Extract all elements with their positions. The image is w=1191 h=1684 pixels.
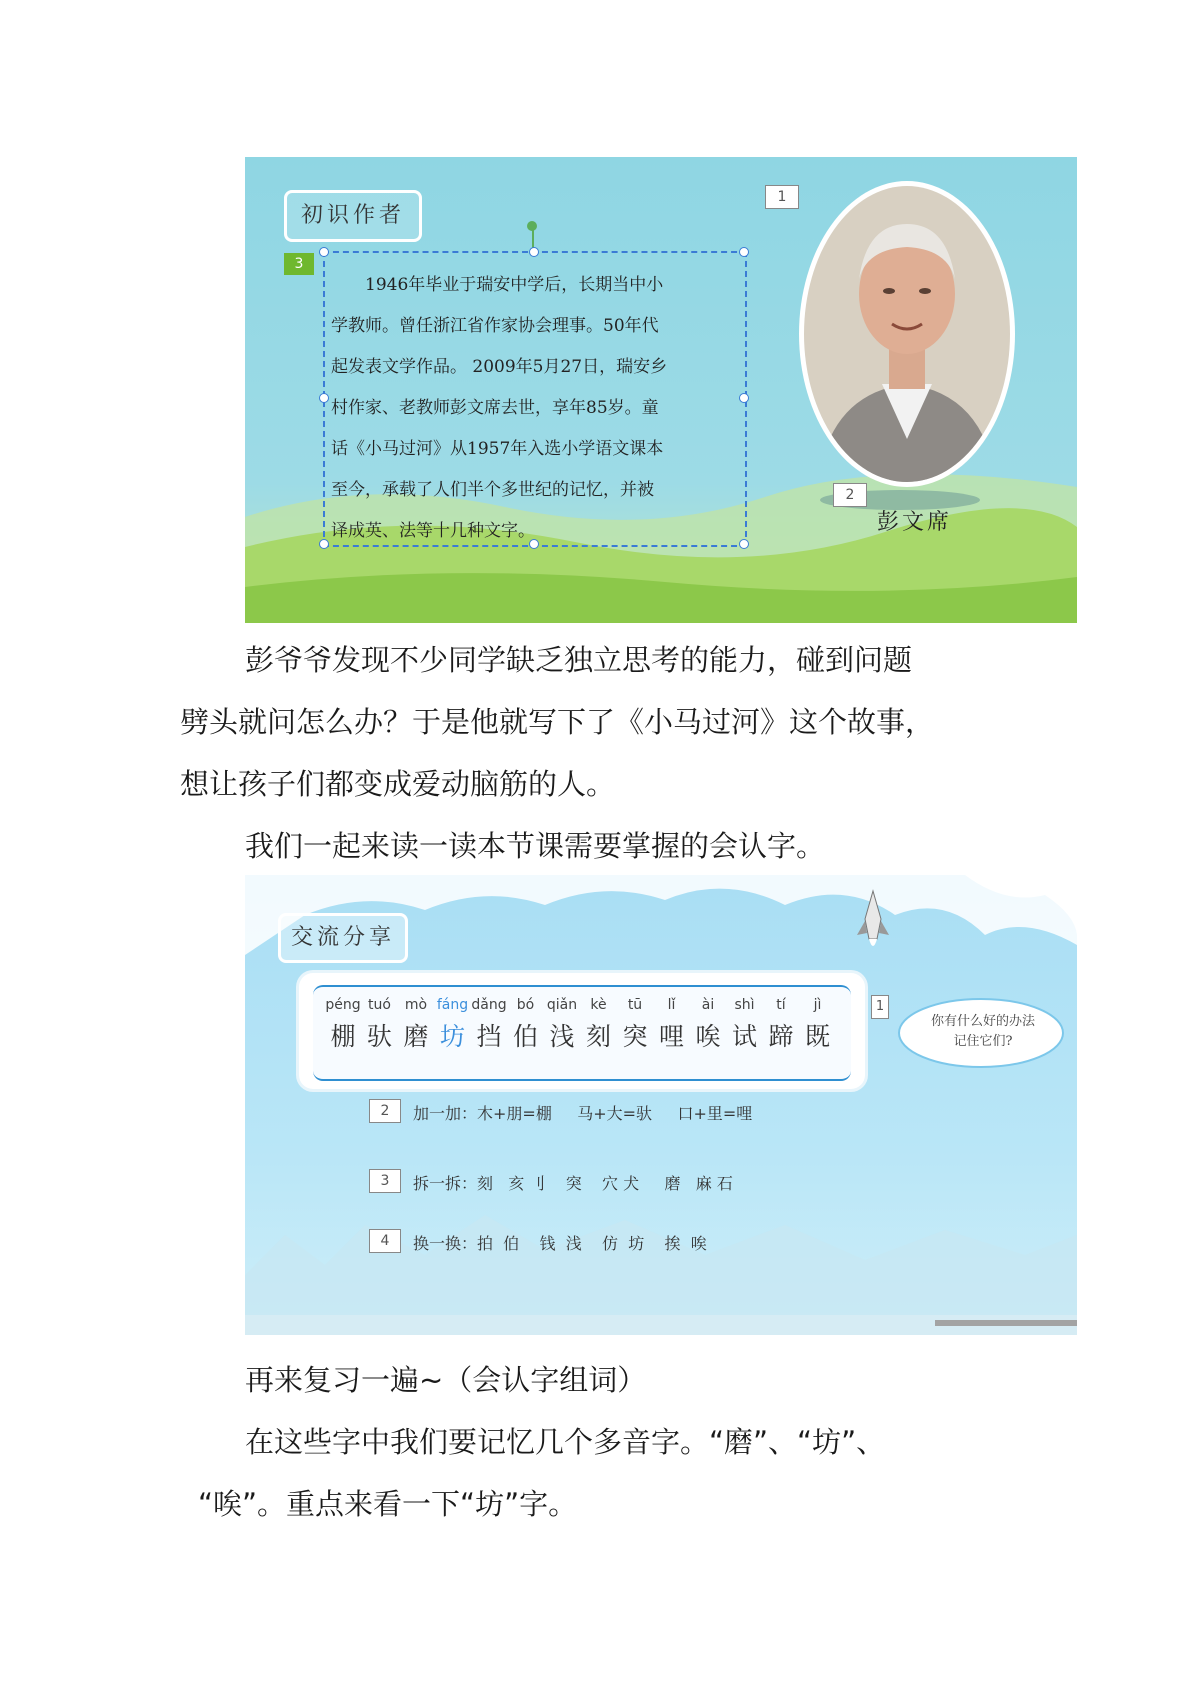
hanzi: 试 xyxy=(731,1022,757,1051)
bio-line: 起发表文学作品。 2009年5月27日，瑞安乡 xyxy=(331,357,668,377)
bio-line: 村作家、老教师彭文席去世，享年85岁。童 xyxy=(331,398,659,418)
pinyin: mò xyxy=(404,997,428,1013)
slide-title: 交流分享 xyxy=(278,913,408,963)
vocabulary-slide xyxy=(245,875,1077,1335)
hanzi: 驮 xyxy=(366,1022,392,1051)
vocab-char xyxy=(470,997,508,1053)
bubble-line: 记住它们? xyxy=(953,1034,1013,1049)
vocab-char xyxy=(397,997,435,1053)
hanzi: 伯 xyxy=(512,1022,538,1051)
paragraph-line: 彭爷爷发现不少同学缺乏独立思考的能力，碰到问题 xyxy=(245,643,913,677)
paragraph-line: 劈头就问怎么办？于是他就写下了《小马过河》这个故事， xyxy=(180,705,935,739)
vocab-char xyxy=(799,997,837,1053)
animation-number: 4 xyxy=(369,1229,401,1253)
hanzi: 既 xyxy=(804,1022,830,1051)
animation-number: 3 xyxy=(369,1169,401,1193)
hanzi: 浅 xyxy=(549,1022,575,1051)
pinyin: tū xyxy=(627,997,643,1013)
hanzi: 突 xyxy=(622,1022,648,1051)
vocab-char xyxy=(543,997,581,1053)
paragraph-line: “唉”。重点来看一下“坊”字。 xyxy=(198,1487,578,1521)
resize-handle[interactable] xyxy=(319,539,329,549)
bio-line: 译成英、法等十几种文字。 xyxy=(331,521,535,541)
resize-handle[interactable] xyxy=(319,247,329,257)
paragraph-line: 再来复习一遍~（会认字组词） xyxy=(245,1363,647,1397)
resize-handle[interactable] xyxy=(529,247,539,257)
pinyin: dǎng xyxy=(471,997,507,1013)
bubble-line: 你有什么好的办法 xyxy=(930,1014,1035,1029)
animation-number: 2 xyxy=(369,1099,401,1123)
hanzi: 哩 xyxy=(658,1022,684,1051)
pinyin: péng xyxy=(325,997,361,1013)
pinyin: bó xyxy=(516,997,535,1013)
pinyin: kè xyxy=(590,997,607,1013)
character-row xyxy=(313,985,851,1081)
vocab-char xyxy=(507,997,545,1053)
animation-tag: 3 xyxy=(284,253,314,275)
pinyin: shì xyxy=(734,997,755,1013)
author-bio xyxy=(331,265,735,552)
hanzi: 挡 xyxy=(476,1022,502,1051)
bio-line: 学教师。曾任浙江省作家协会理事。50年代 xyxy=(331,316,659,336)
method-add: 加一加：木+朋=棚 马+大=驮 口+里=哩 xyxy=(413,1104,753,1123)
vocab-char xyxy=(653,997,691,1053)
resize-handle[interactable] xyxy=(739,539,749,549)
author-portrait xyxy=(797,179,1017,489)
animation-number: 1 xyxy=(765,185,799,209)
pinyin: tuó xyxy=(368,997,391,1013)
vocab-char xyxy=(434,997,472,1053)
pinyin: qiǎn xyxy=(546,997,578,1013)
thought-bubble-text xyxy=(913,1012,1053,1052)
method-split: 拆一拆：刻 亥 刂 突 穴 犬 磨 麻 石 xyxy=(413,1174,733,1193)
paragraph-line: 我们一起来读一读本节课需要掌握的会认字。 xyxy=(245,829,826,863)
hanzi: 磨 xyxy=(403,1022,429,1051)
resize-handle[interactable] xyxy=(739,247,749,257)
vocabulary-panel xyxy=(299,973,865,1089)
pinyin: jì xyxy=(813,997,822,1013)
hanzi: 坊 xyxy=(439,1022,465,1051)
hanzi: 唉 xyxy=(695,1022,721,1051)
vocab-char xyxy=(726,997,764,1053)
pinyin: lǐ xyxy=(667,997,676,1013)
rocket-icon xyxy=(851,889,895,953)
paragraph-line: 想让孩子们都变成爱动脑筋的人。 xyxy=(180,767,616,801)
hanzi: 棚 xyxy=(330,1022,356,1051)
method-swap: 换一换：拍 伯 钱 浅 仿 坊 挨 唉 xyxy=(413,1234,707,1253)
hanzi: 刻 xyxy=(585,1022,611,1051)
resize-handle[interactable] xyxy=(739,393,749,403)
bio-line: 至今，承载了人们半个多世纪的记忆，并被 xyxy=(331,480,654,500)
bio-line: 1946年毕业于瑞安中学后，长期当中小 xyxy=(331,275,664,295)
rotation-handle[interactable] xyxy=(527,221,537,231)
paragraph-line: 在这些字中我们要记忆几个多音字。“磨”、“坊”、 xyxy=(245,1425,886,1459)
vocab-char xyxy=(689,997,727,1053)
pinyin: fáng xyxy=(436,997,469,1013)
hanzi: 蹄 xyxy=(768,1022,794,1051)
bio-line: 话《小马过河》从1957年入选小学语文课本 xyxy=(331,439,664,459)
vocab-char xyxy=(616,997,654,1053)
vocab-char xyxy=(580,997,618,1053)
pinyin: tí xyxy=(776,997,786,1013)
author-intro-slide xyxy=(245,157,1077,623)
animation-number: 2 xyxy=(833,483,867,507)
animation-number: 1 xyxy=(871,995,889,1019)
pinyin: ài xyxy=(701,997,715,1013)
vocab-char xyxy=(324,997,362,1053)
vocab-char xyxy=(762,997,800,1053)
author-name: 彭文席 xyxy=(877,510,953,535)
vocab-char xyxy=(361,997,399,1053)
resize-handle[interactable] xyxy=(319,393,329,403)
slide-title: 初识作者 xyxy=(284,190,422,242)
